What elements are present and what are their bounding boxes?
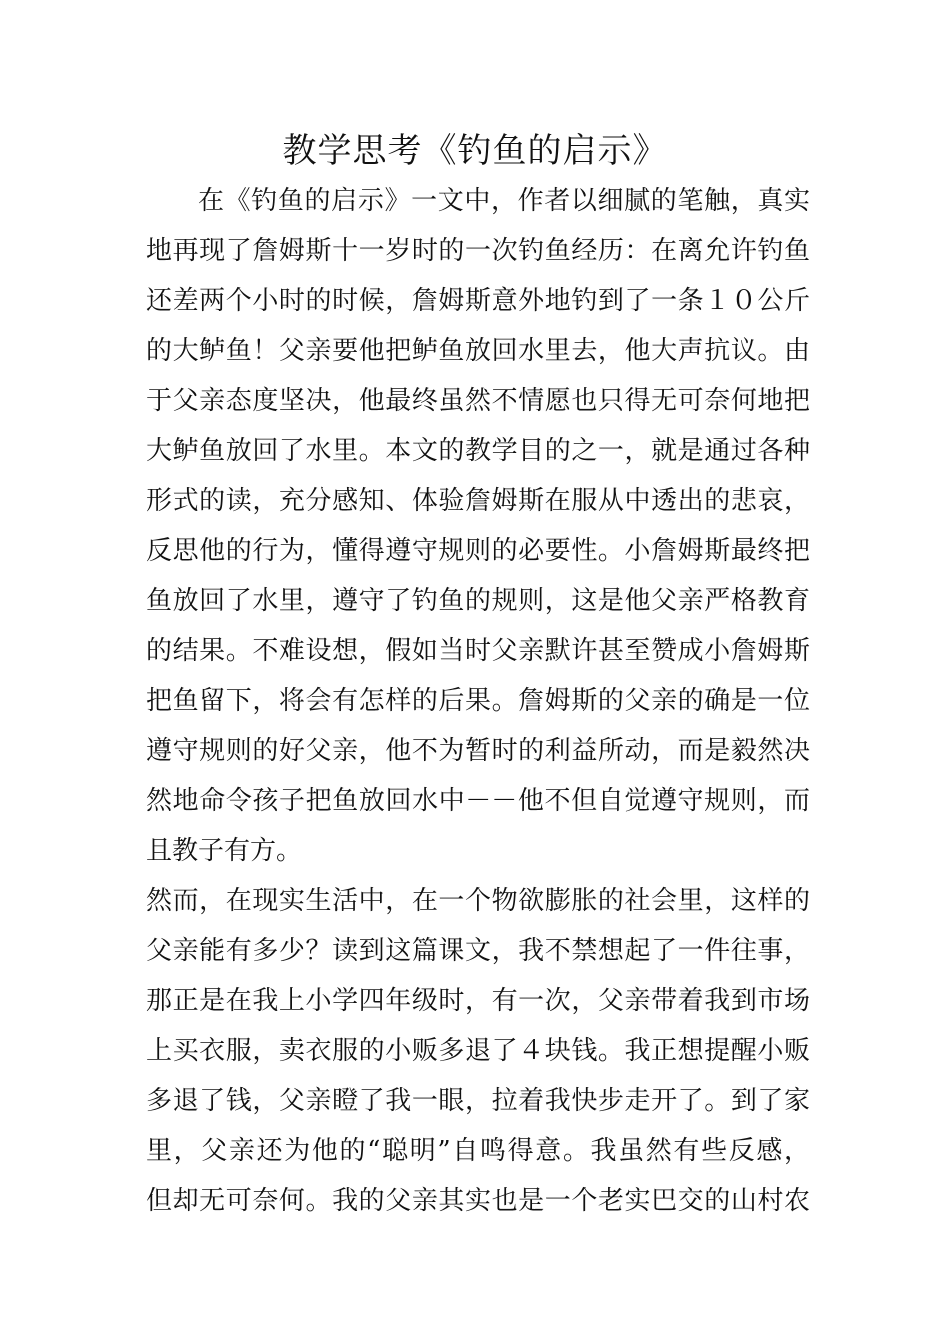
paragraph-2 [146, 876, 810, 1226]
text-line: 形式的读，充分感知、体验詹姆斯在服从中透出的悲哀， [146, 486, 810, 516]
text-line: 然地命令孩子把鱼放回水中－－他不但自觉遵守规则，而 [146, 786, 810, 816]
text-line: 还差两个小时的时候，詹姆斯意外地钓到了一条１０公斤 [146, 286, 810, 316]
text-line: 多退了钱，父亲瞪了我一眼，拉着我快步走开了。到了家 [146, 1086, 810, 1116]
document-title: 教学思考《钓鱼的启示》 [282, 131, 668, 171]
paragraph-1 [146, 176, 810, 876]
text-line: 上买衣服，卖衣服的小贩多退了４块钱。我正想提醒小贩 [146, 1036, 810, 1066]
text-line: 然而，在现实生活中，在一个物欲膨胀的社会里，这样的 [146, 886, 810, 916]
text-line: 父亲能有多少？读到这篇课文，我不禁想起了一件往事， [146, 936, 810, 966]
text-line: 那正是在我上小学四年级时，有一次，父亲带着我到市场 [146, 986, 810, 1016]
text-line: 的大鲈鱼！父亲要他把鲈鱼放回水里去，他大声抗议。由 [146, 336, 810, 366]
text-line: 的结果。不难设想，假如当时父亲默许甚至赞成小詹姆斯 [146, 636, 810, 666]
document-body [146, 176, 810, 1226]
text-line: 把鱼留下，将会有怎样的后果。詹姆斯的父亲的确是一位 [146, 686, 810, 716]
text-line: 于父亲态度坚决，他最终虽然不情愿也只得无可奈何地把 [146, 386, 810, 416]
text-line: 在《钓鱼的启示》一文中，作者以细腻的笔触，真实 [198, 186, 810, 216]
text-line: 且教子有方。 [146, 836, 303, 866]
text-line: 鱼放回了水里，遵守了钓鱼的规则，这是他父亲严格教育 [146, 586, 810, 616]
text-line: 里，父亲还为他的“聪明”自鸣得意。我虽然有些反感， [146, 1136, 810, 1166]
text-line: 但却无可奈何。我的父亲其实也是一个老实巴交的山村农 [146, 1186, 810, 1216]
text-line: 遵守规则的好父亲，他不为暂时的利益所动，而是毅然决 [146, 736, 810, 766]
text-line: 地再现了詹姆斯十一岁时的一次钓鱼经历：在离允许钓鱼 [146, 236, 810, 266]
text-line: 反思他的行为，懂得遵守规则的必要性。小詹姆斯最终把 [146, 536, 810, 566]
text-line: 大鲈鱼放回了水里。本文的教学目的之一，就是通过各种 [146, 436, 810, 466]
